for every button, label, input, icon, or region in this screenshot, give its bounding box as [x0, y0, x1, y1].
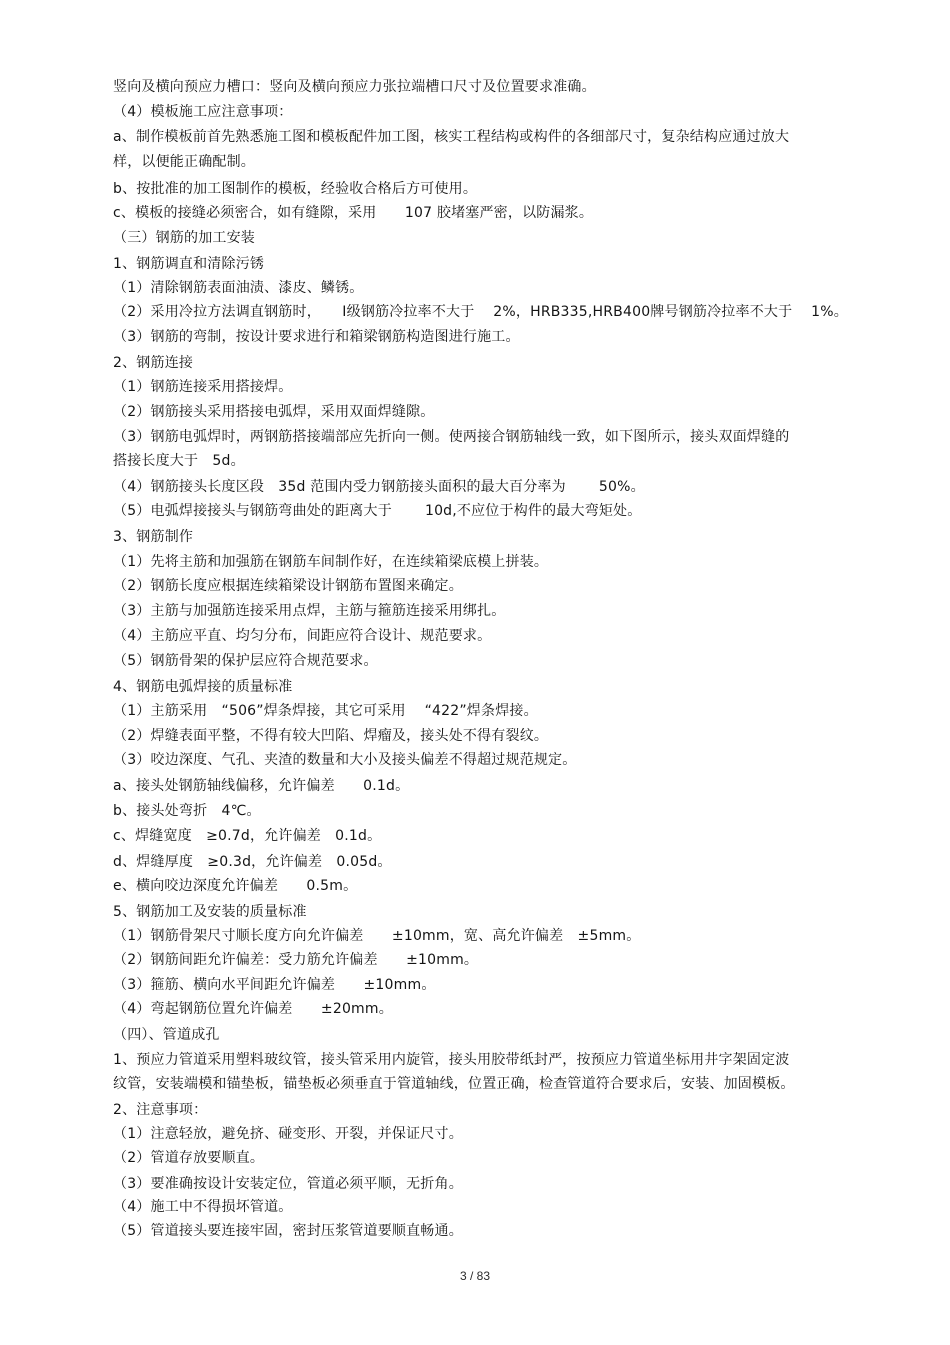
text-line: c、模板的接缝必须密合，如有缝隙，采用 107 胶堵塞严密，以防漏浆。	[113, 205, 594, 221]
text-line: （三）钢筋的加工安装	[113, 230, 255, 246]
text-line: （4）弯起钢筋位置允许偏差 ±20mm。	[113, 1001, 393, 1017]
text-line: b、接头处弯折 4℃。	[113, 803, 261, 819]
text-line: 搭接长度大于 5d。	[113, 453, 245, 469]
text-line: （2）管道存放要顺直。	[113, 1150, 265, 1166]
text-line: （2）钢筋接头采用搭接电弧焊，采用双面焊缝隙。	[113, 404, 435, 420]
text-line: （1）先将主筋和加强筋在钢筋车间制作好，在连续箱梁底模上拼装。	[113, 554, 549, 570]
text-line: （5）钢筋骨架的保护层应符合规范要求。	[113, 653, 378, 669]
text-line: （3）咬边深度、气孔、夹渣的数量和大小及接头偏差不得超过规范规定。	[113, 752, 577, 768]
text-line: 1、预应力管道采用塑料玻纹管，接头管采用内旋管，接头用胶带纸封严，按预应力管道坐标用井字架固定波	[113, 1052, 790, 1068]
text-line: （3）钢筋电弧焊时，两钢筋搭接端部应先折向一侧。使两接合钢筋轴线一致，如下图所示，接头双面焊缝的	[113, 429, 790, 445]
text-line: 样，以便能正确配制。	[113, 154, 255, 170]
text-line: 纹管，安装端模和锚垫板，锚垫板必须垂直于管道轴线，位置正确，检查管道符合要求后，安装、加固模板。	[113, 1076, 795, 1092]
text-line: e、横向咬边深度允许偏差 0.5m。	[113, 878, 358, 894]
text-line: （2）采用冷拉方法调直钢筋时， Ⅰ级钢筋冷拉率不大于 2%，HRB335,HRB400牌号钢筋冷拉率不大于 1%。	[113, 304, 848, 320]
text-line: （5）管道接头要连接牢固，密封压浆管道要顺直畅通。	[113, 1223, 463, 1239]
text-line: 2、钢筋连接	[113, 355, 194, 371]
text-line: （2）焊缝表面平整，不得有较大凹陷、焊瘤及，接头处不得有裂纹。	[113, 728, 549, 744]
text-line: （1）注意轻放，避免挤、碰变形、开裂，并保证尺寸。	[113, 1126, 463, 1142]
text-line: 3、钢筋制作	[113, 529, 194, 545]
text-line: 1、钢筋调直和清除污锈	[113, 256, 265, 272]
text-line: a、接头处钢筋轴线偏移，允许偏差 0.1d。	[113, 778, 410, 794]
text-line: 竖向及横向预应力槽口：竖向及横向预应力张拉端槽口尺寸及位置要求准确。	[113, 79, 596, 95]
text-line: 5、钢筋加工及安装的质量标准	[113, 904, 307, 920]
text-line: （4）主筋应平直、均匀分布，间距应符合设计、规范要求。	[113, 628, 492, 644]
text-line: （1）主筋采用 “506”焊条焊接，其它可采用 “422”焊条焊接。	[113, 703, 538, 719]
page-number: 3 / 83	[459, 1269, 491, 1283]
text-line: d、焊缝厚度 ≥0.3d，允许偏差 0.05d。	[113, 854, 392, 870]
text-line: （1）钢筋骨架尺寸顺长度方向允许偏差 ±10mm，宽、高允许偏差 ±5mm。	[113, 928, 641, 944]
text-line: b、按批准的加工图制作的模板，经验收合格后方可使用。	[113, 181, 478, 197]
text-line: 4、钢筋电弧焊接的质量标准	[113, 679, 293, 695]
text-line: a、制作模板前首先熟悉施工图和模板配件加工图，核实工程结构或构件的各细部尺寸，复杂结构应通过放大	[113, 129, 790, 145]
text-line: （3）箍筋、横向水平间距允许偏差 ±10mm。	[113, 977, 436, 993]
text-line: （四）、管道成孔	[113, 1027, 220, 1043]
text-line: （3）钢筋的弯制，按设计要求进行和箱梁钢筋构造图进行施工。	[113, 329, 520, 345]
text-line: 2、注意事项：	[113, 1102, 208, 1118]
text-line: （1）清除钢筋表面油渍、漆皮、鳞锈。	[113, 280, 364, 296]
text-line: （2）钢筋长度应根据连续箱梁设计钢筋布置图来确定。	[113, 578, 463, 594]
text-line: （4）模板施工应注意事项：	[113, 104, 293, 120]
text-line: （5）电弧焊接接头与钢筋弯曲处的距离大于 10d,不应位于构件的最大弯矩处。	[113, 503, 642, 519]
text-line: （4）钢筋接头长度区段 35d 范围内受力钢筋接头面积的最大百分率为 50%。	[113, 479, 645, 495]
text-line: （3）主筋与加强筋连接采用点焊，主筋与箍筋连接采用绑扎。	[113, 603, 506, 619]
text-line: c、焊缝宽度 ≥0.7d，允许偏差 0.1d。	[113, 828, 382, 844]
text-line: （3）要准确按设计安装定位，管道必须平顺，无折角。	[113, 1176, 463, 1192]
text-line: （2）钢筋间距允许偏差：受力筋允许偏差 ±10mm。	[113, 952, 479, 968]
text-line: （1）钢筋连接采用搭接焊。	[113, 379, 293, 395]
text-line: （4）施工中不得损坏管道。	[113, 1199, 293, 1215]
